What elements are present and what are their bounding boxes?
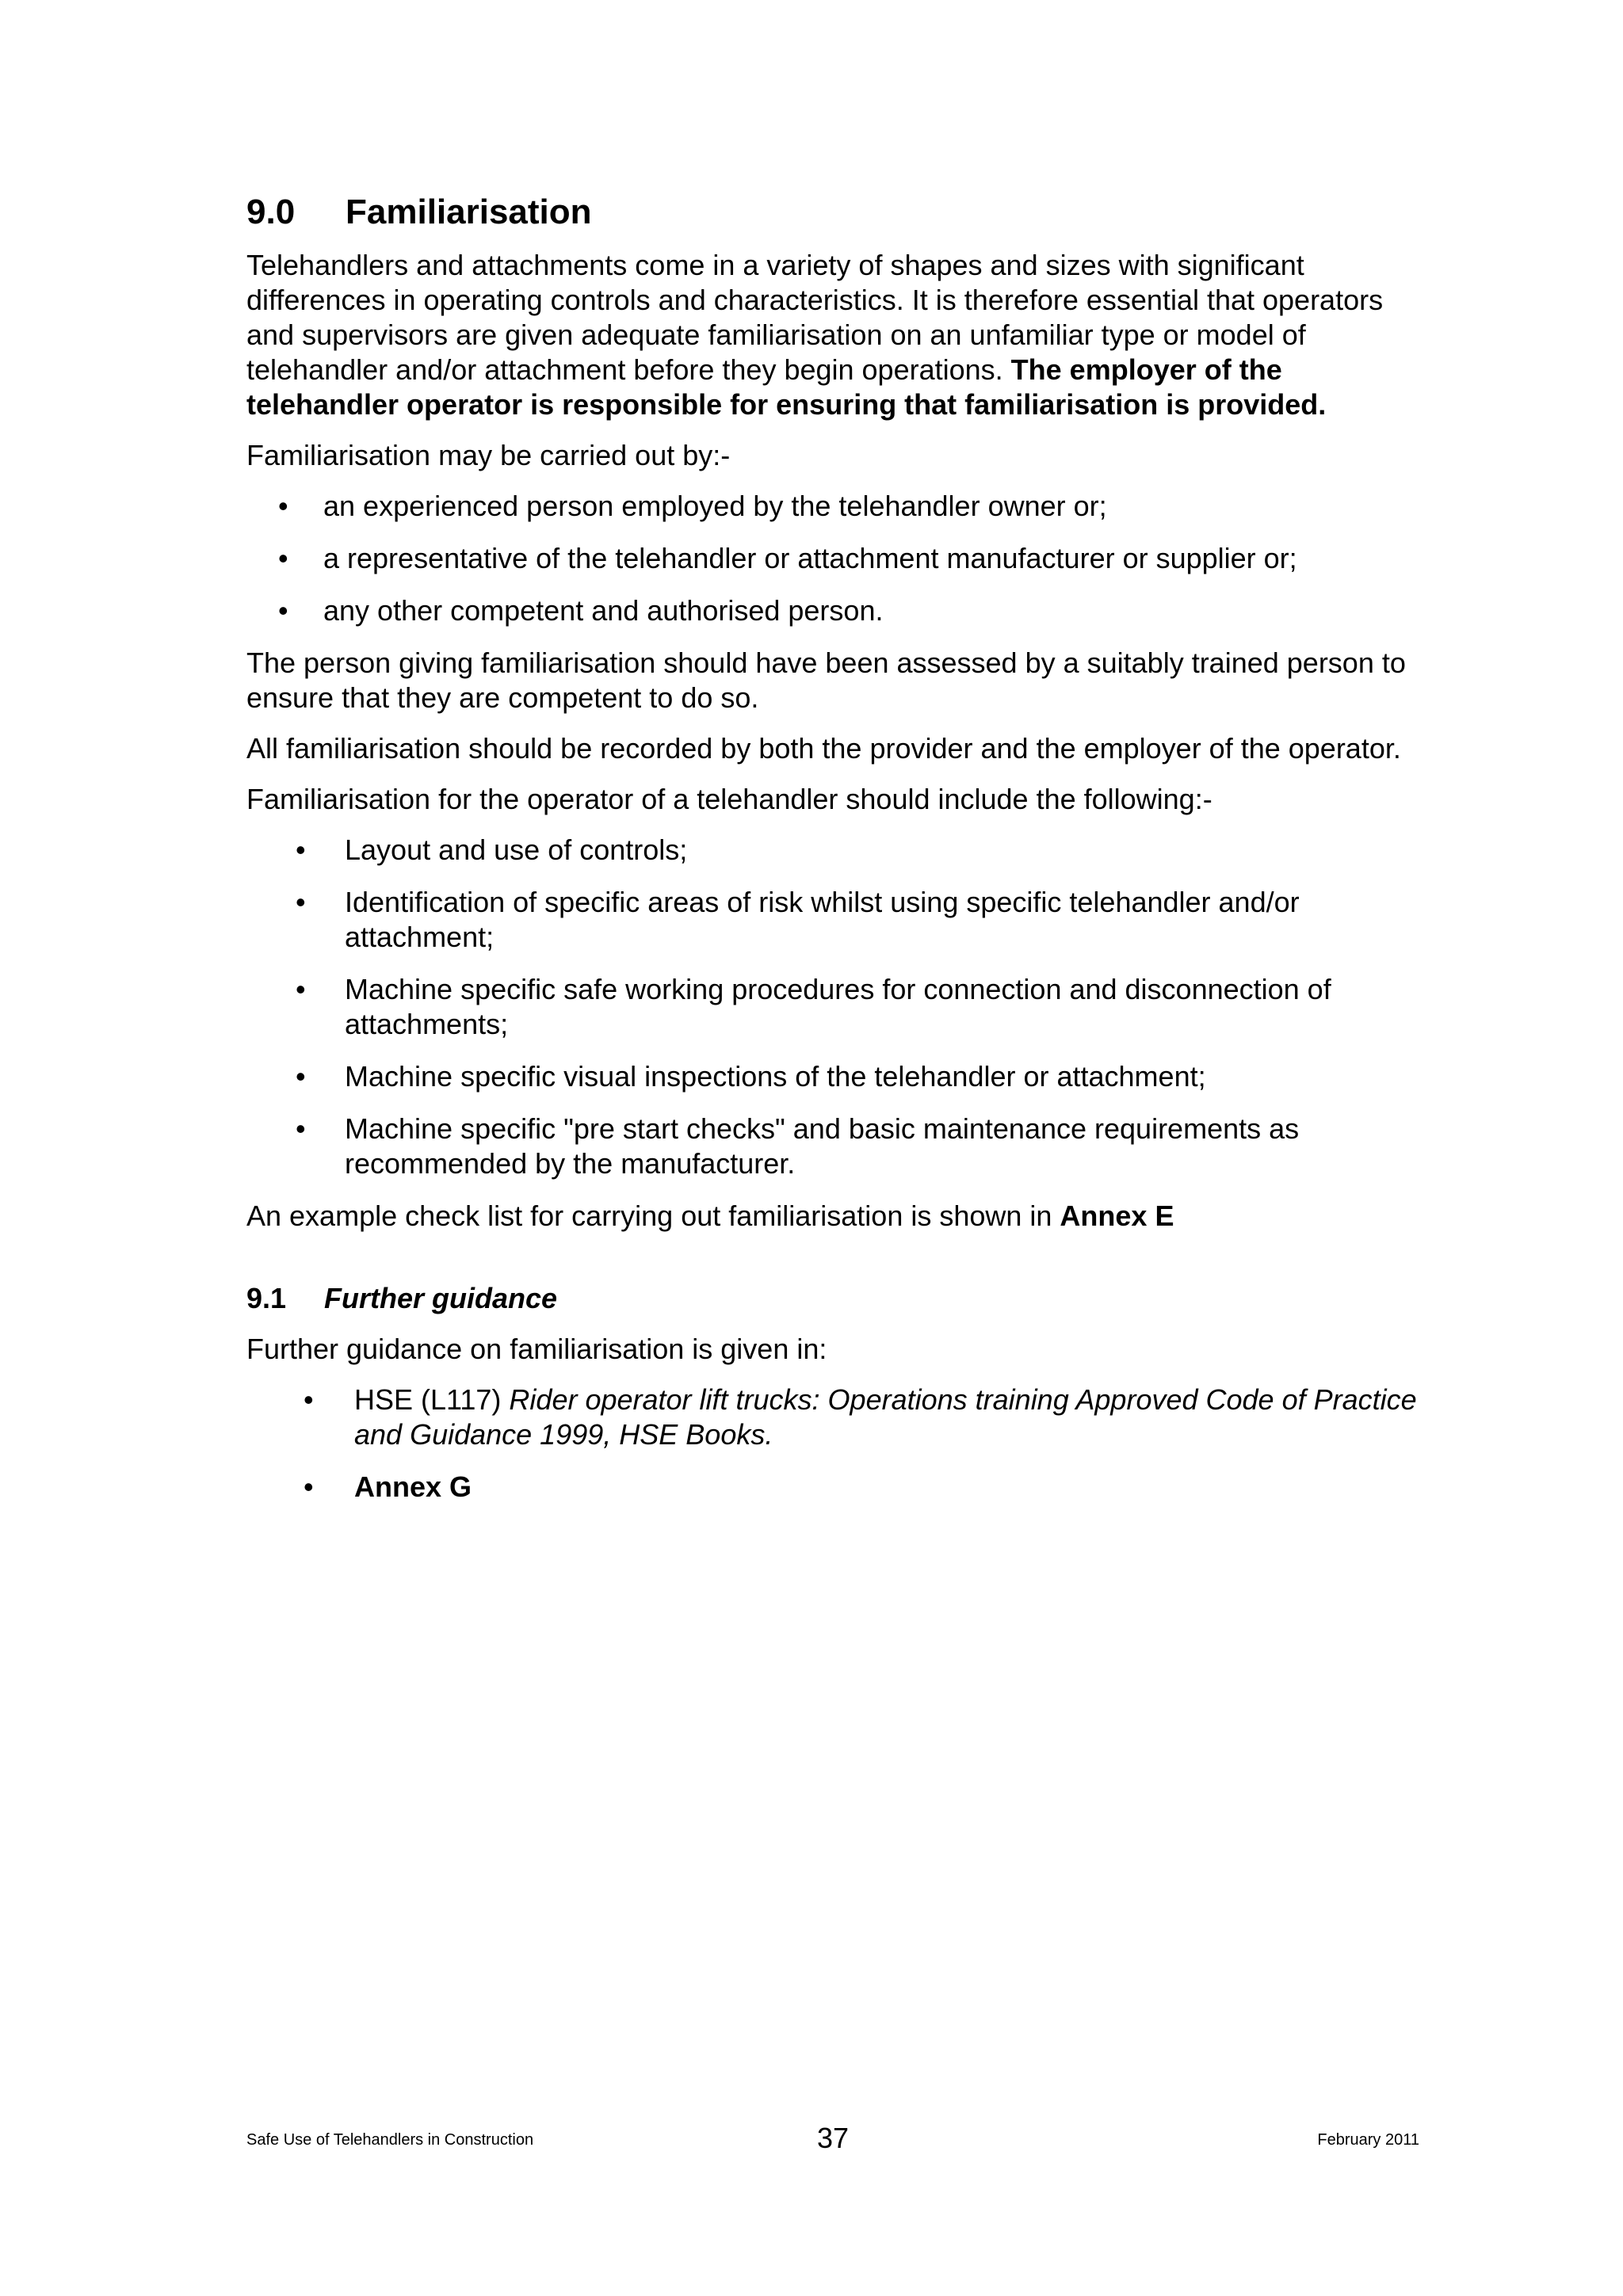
- intro-bold-text: The employer of the telehandler operator is responsible for ensuring that familiarisation is provided.: [246, 353, 1327, 421]
- example-regular-text: An example check list for carrying out familiarisation is shown in: [246, 1199, 1060, 1232]
- footer-document-title: Safe Use of Telehandlers in Construction: [246, 2131, 534, 2149]
- reference-italic-text: Rider operator lift trucks: Operations training Approved Code of Practice and Guidance 1999, HSE Books.: [354, 1383, 1417, 1451]
- intro-regular-text: Telehandlers and attachments come in a variety of shapes and sizes with significant differences in operating controls and characteristics. It is therefore essential that operators and supervisors are given adequate familiarisation on an unfamiliar type or model of telehandler and/or attachment before they begin operations.: [246, 249, 1384, 386]
- annex-e-reference: Annex E: [1060, 1199, 1174, 1232]
- page-number: 37: [816, 2122, 850, 2154]
- include-paragraph: Familiarisation for the operator of a telehandler should include the following:-: [246, 783, 1212, 815]
- list-item: [246, 1059, 1419, 1094]
- page-footer: [246, 2122, 1419, 2161]
- list-item: [246, 885, 1419, 955]
- list-item: [246, 1470, 1419, 1505]
- providers-list: [246, 489, 1419, 628]
- recorded-paragraph: All familiarisation should be recorded by both the provider and the employer of the operator.: [246, 732, 1401, 765]
- include-list: [246, 833, 1419, 1181]
- section-heading: [246, 190, 1419, 234]
- subsection-heading: [246, 1281, 1419, 1316]
- list-item: [246, 972, 1419, 1042]
- assessed-paragraph: The person giving familiarisation should have been assessed by a suitably trained person to ensure that they are competent to do so.: [246, 646, 1406, 714]
- list-item: [246, 541, 1419, 576]
- list-item: [246, 1112, 1419, 1181]
- list-item-text: Machine specific "pre start checks" and basic maintenance requirements as recommended by the manufacturer.: [345, 1112, 1300, 1180]
- reference-regular-text: HSE (L117): [354, 1383, 510, 1416]
- example-paragraph: [246, 1199, 1419, 1234]
- list-item-text: an experienced person employed by the telehandler owner or;: [323, 490, 1107, 522]
- bullet-icon: •: [304, 1383, 314, 1416]
- list-item-text: Identification of specific areas of risk whilst using specific telehandler and/or attachment;: [345, 886, 1300, 953]
- bullet-icon: •: [278, 594, 288, 627]
- list-item: [246, 1383, 1419, 1452]
- section-title: Familiarisation: [346, 193, 592, 231]
- guidance-list: [246, 1383, 1419, 1505]
- list-item: [246, 489, 1419, 524]
- intro-paragraph: [246, 248, 1419, 422]
- footer-date: February 2011: [1317, 2131, 1419, 2149]
- bullet-icon: •: [278, 490, 288, 522]
- list-item-text: Machine specific visual inspections of the telehandler or attachment;: [345, 1060, 1206, 1093]
- bullet-icon: •: [296, 1060, 306, 1093]
- bullet-icon: •: [296, 1112, 306, 1145]
- bullet-icon: •: [296, 833, 306, 866]
- annex-g-reference: Annex G: [354, 1470, 472, 1503]
- carried-out-by-paragraph: Familiarisation may be carried out by:-: [246, 439, 731, 471]
- further-guidance-paragraph: Further guidance on familiarisation is given in:: [246, 1333, 827, 1365]
- list-item: [246, 593, 1419, 628]
- subsection-number: 9.1: [246, 1282, 287, 1314]
- bullet-icon: •: [296, 973, 306, 1005]
- subsection-title: Further guidance: [324, 1282, 558, 1314]
- list-item-text: a representative of the telehandler or attachment manufacturer or supplier or;: [323, 542, 1297, 574]
- list-item: [246, 833, 1419, 868]
- list-item-text: Layout and use of controls;: [345, 833, 688, 866]
- bullet-icon: •: [296, 886, 306, 918]
- bullet-icon: •: [304, 1470, 314, 1503]
- bullet-icon: •: [278, 542, 288, 574]
- document-page: [246, 190, 1419, 1522]
- list-item-text: any other competent and authorised person.: [323, 594, 884, 627]
- list-item-text: Machine specific safe working procedures for connection and disconnection of attachments;: [345, 973, 1331, 1040]
- section-number: 9.0: [246, 193, 296, 231]
